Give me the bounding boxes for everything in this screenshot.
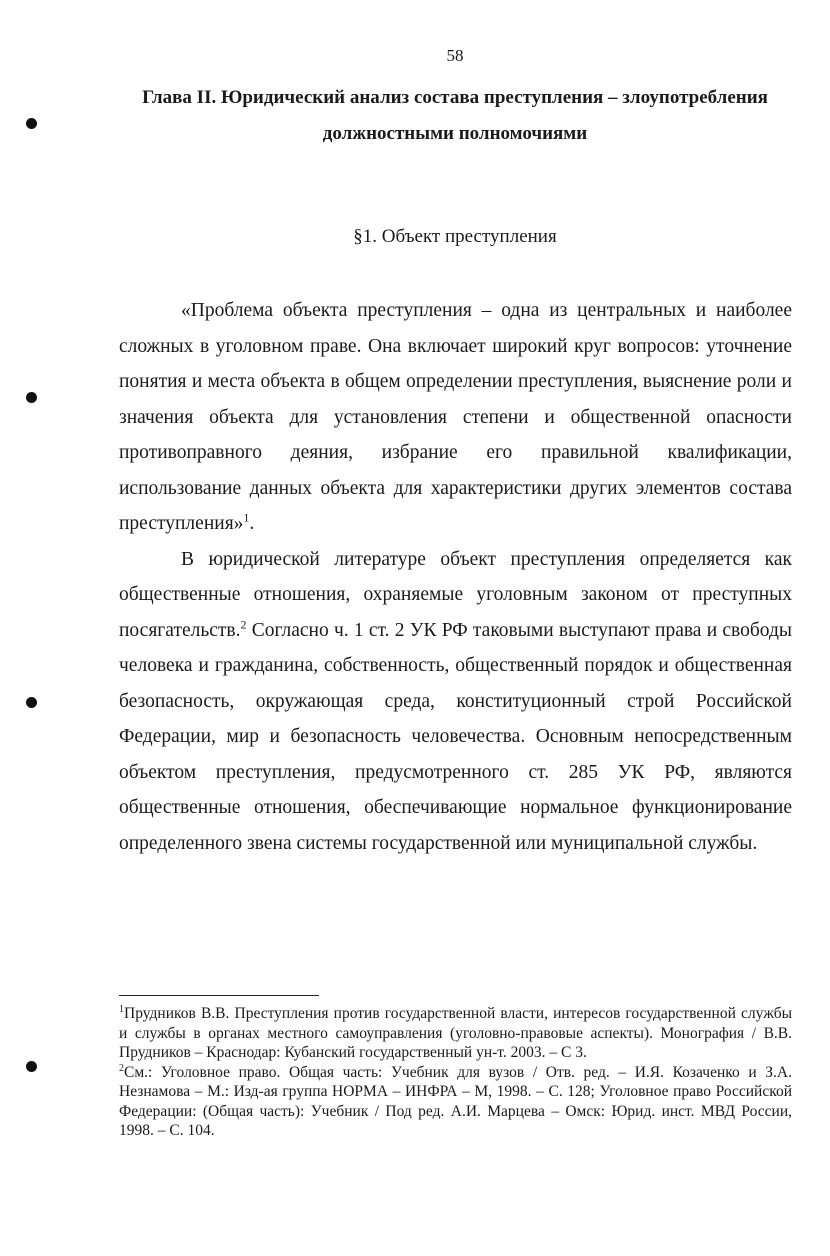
- binding-hole-mark: [26, 392, 37, 403]
- binding-hole-mark: [26, 1061, 37, 1072]
- footnote-mark: 1: [119, 1003, 124, 1015]
- paragraph: [119, 542, 792, 862]
- paragraph: [119, 293, 792, 542]
- paragraph-text: .: [249, 513, 255, 534]
- binding-hole-mark: [26, 697, 37, 708]
- footnote-divider: [119, 995, 319, 996]
- footnotes: [119, 1004, 792, 1141]
- footnote-text: См.: Уголовное право. Общая часть: Учебник для вузов / Отв. ред. – И.Я. Козаченко и З.А. Незнамова – М.: Изд-ая группа НОРМА – ИНФРА – М, 1998. – С. 128; Уголовное право Российской Федерации: (Общая часть): Учебник / Под ред. А.И. Марцева – Омск: Юрид. инст. МВД России, 1998. – С. 104.: [119, 1063, 792, 1139]
- binding-hole-mark: [26, 118, 37, 129]
- footnote-mark: 2: [119, 1062, 124, 1074]
- page-number: 58: [446, 46, 464, 65]
- paragraph-text: Согласно ч. 1 ст. 2 УК РФ таковыми выступают права и свободы человека и гражданина, собственность, общественный порядок и общественная безопасность, окружающая среда, конституционный строй Российской Федерации, мир и безопасность человечества. Основным непосредственным объектом преступления, предусмотренного ст. 285 УК РФ, являются общественные отношения, обеспечивающие нормальное функционирование определенного звена системы государственной или муниципальной службы.: [119, 619, 792, 854]
- footnote-reference[interactable]: 1: [243, 510, 250, 525]
- paragraph-text: В юридической литературе объект преступления определяется как общественные отношения, охраняемые уголовным законом от преступных посягательств.: [119, 548, 792, 641]
- chapter-title-line: Глава II. Юридический анализ состава преступления – злоупотребления: [142, 87, 768, 108]
- body-text: [119, 293, 792, 861]
- footnote: [119, 1004, 792, 1063]
- footnote-text: Прудников В.В. Преступления против государственной власти, интересов государственной службы и службы в органах местного самоуправления (уголовно-правовые аспекты). Монография / В.В. Прудников – Краснодар: Кубанский государственный ун-т. 2003. – С 3.: [119, 1005, 792, 1061]
- footnote-reference[interactable]: 2: [240, 617, 247, 631]
- footnote: [119, 1063, 792, 1141]
- paragraph-text: «Проблема объекта преступления – одна из центральных и наиболее сложных в уголовном праве. Она включает широкий круг вопросов: уточнение понятия и места объекта в общем определении преступления, выяснение роли и значения объекта для установления степени и общественной опасности противоправного деяния, избрание его правильной квалификации, использование данных объекта для характеристики других элементов состава преступления»: [119, 300, 792, 534]
- chapter-title: [100, 80, 810, 152]
- chapter-title-line: должностными полномочиями: [322, 123, 588, 144]
- section-title: §1. Объект преступления: [353, 226, 557, 247]
